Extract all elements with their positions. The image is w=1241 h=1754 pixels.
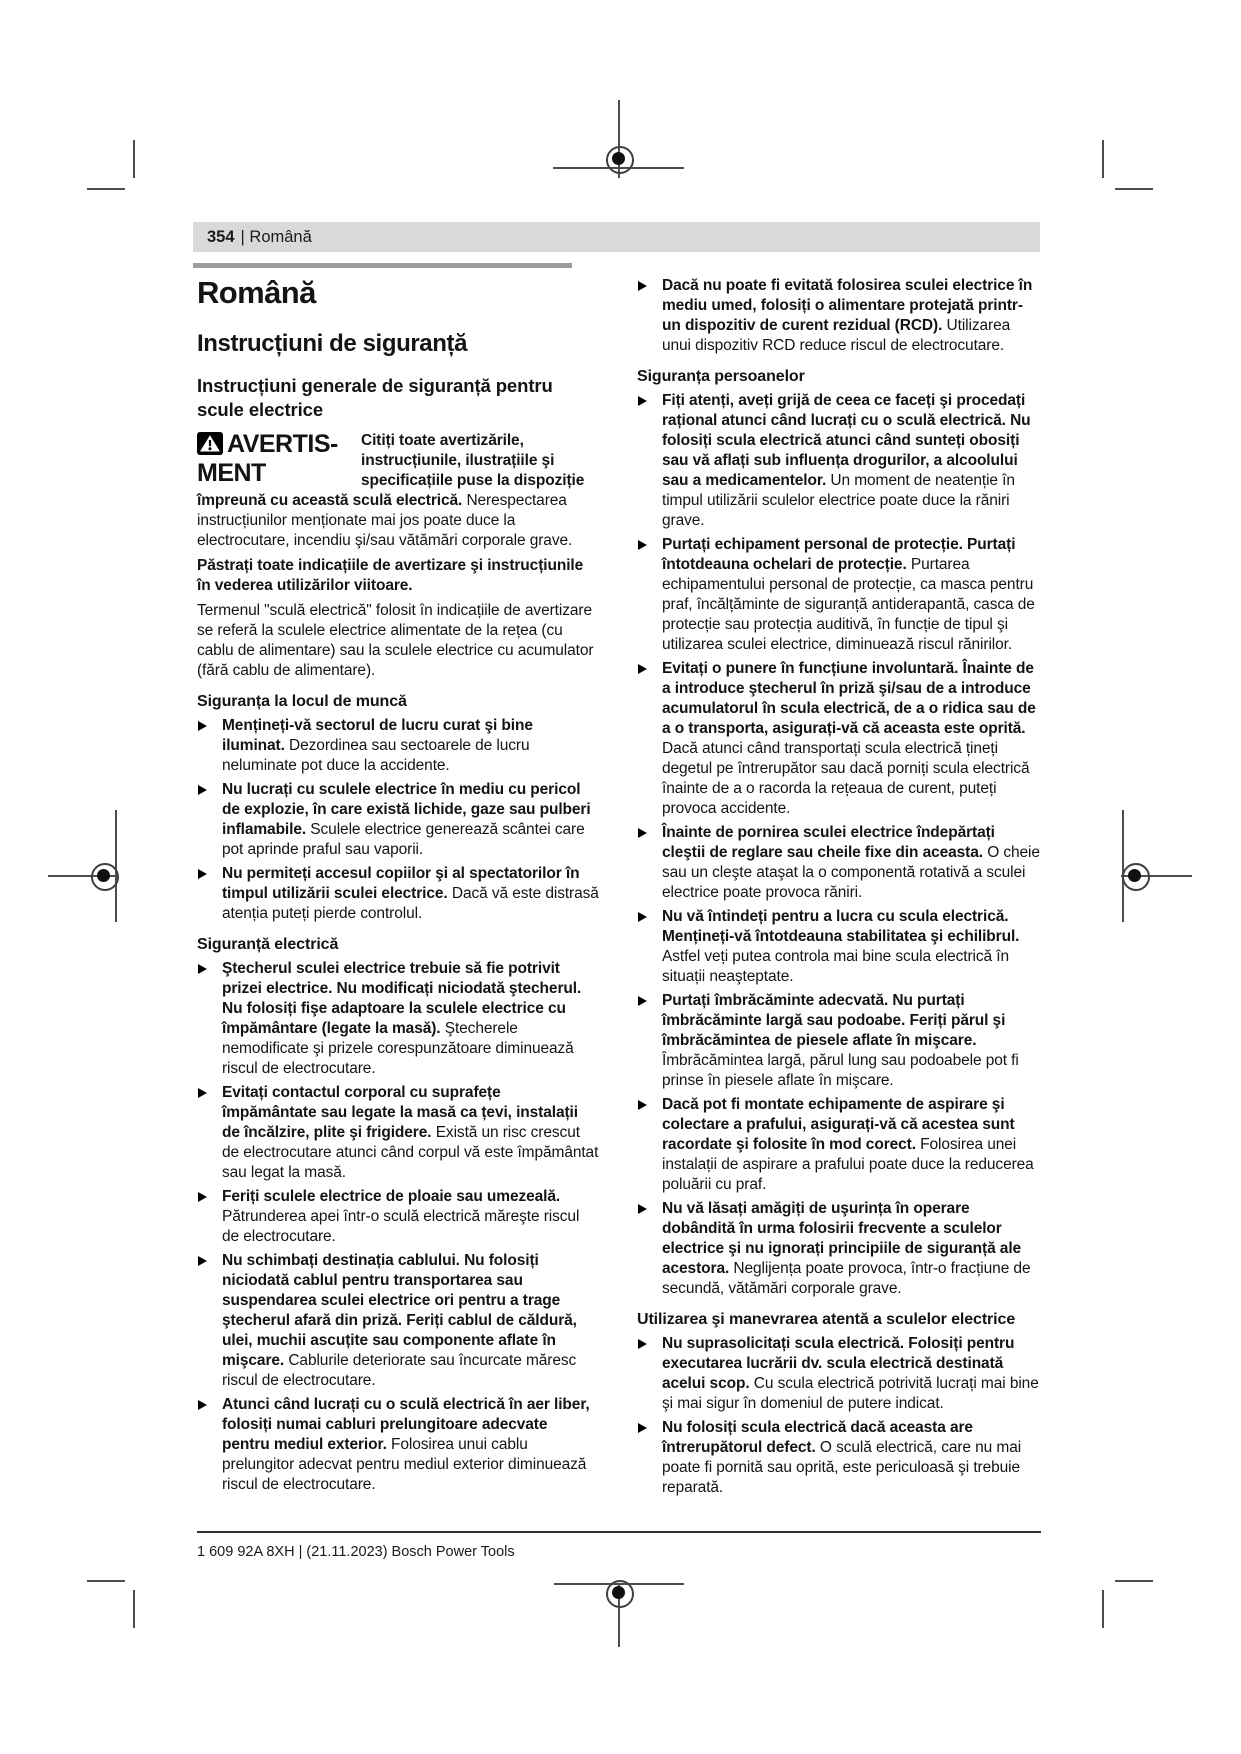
safety-instruction-item (637, 1418, 1041, 1498)
bullet-arrow-icon (198, 964, 207, 974)
page-header-bar (193, 222, 1040, 252)
bullet-arrow-icon (638, 281, 647, 291)
keep-instructions-notice (197, 556, 599, 596)
instruction-normal-text: Utilizarea unui dispozitiv RCD reduce riscul de electrocutare. (662, 317, 1011, 354)
instruction-normal-text: Purtarea echipamentului personal de protecție, ca masca pentru praf, încălțăminte de siguranță antiderapantă, casca de protecție sau protecția auditivă, în funcție de tipul şi utilizarea sculei electrice, diminuează riscul rănirilor. (662, 556, 1035, 653)
bullet-arrow-icon (638, 1100, 647, 1110)
safety-instruction-item (197, 959, 599, 1079)
warning-label (197, 431, 361, 486)
safety-instruction-item (637, 535, 1041, 655)
header-language-label: | Română (240, 228, 312, 246)
warning-bold-text: Citiți toate avertizările, instrucțiunile, ilustrațiile şi specificațiile puse la dispoziție împreună cu această sculă electrică. (197, 432, 585, 509)
instruction-bold-text: Nu suprasolicitați scula electrică. Folosiți pentru executarea lucrării dv. scula electrică destinată acelui scop. (662, 1335, 1015, 1392)
section-heading: Siguranța la locul de muncă (197, 693, 407, 710)
instruction-normal-text: Neglijența poate provoca, într-o fracțiune de secundă, vătămări corporale grave. (662, 1260, 1031, 1297)
safety-instruction-item (197, 1251, 599, 1391)
instruction-normal-text: Dacă atunci când transportați scula electrică țineți degetul pe întrerupător sau dacă porniți scula electrică înainte de a o racorda la rețeaua de curent, puteți provoca accidente. (662, 740, 1030, 817)
warning-word-line2: MENT (197, 459, 266, 487)
bullet-arrow-icon (198, 721, 207, 731)
instruction-bold-text: Înainte de pornirea sculei electrice îndepărtați cleştii de reglare sau cheile fixe din aceasta. (662, 824, 995, 861)
footer-imprint: 1 609 92A 8XH | (21.11.2023) Bosch Power Tools (197, 1544, 515, 1560)
general-safety-subtitle: Instrucțiuni generale de siguranță pentru scule electrice (197, 375, 553, 420)
crop-mark (133, 140, 135, 178)
instruction-bold-text: Feriți sculele electrice de ploaie sau umezeală. (222, 1188, 561, 1205)
bullet-arrow-icon (638, 664, 647, 674)
section-heading: Utilizarea şi manevrarea atentă a sculelor electrice (637, 1311, 1016, 1328)
instruction-normal-text: Sculele electrice generează scântei care pot aprinde praful sau vaporii. (222, 821, 585, 858)
safety-instruction-item (637, 1095, 1041, 1195)
bullet-arrow-icon (198, 1192, 207, 1202)
safety-instruction-item (637, 1334, 1041, 1414)
bullet-arrow-icon (638, 996, 647, 1006)
bullet-arrow-icon (638, 1423, 647, 1433)
crop-mark (1102, 140, 1104, 178)
bullet-arrow-icon (198, 1400, 207, 1410)
safety-instruction-item (197, 780, 599, 860)
section-workplace-safety (197, 692, 599, 924)
instruction-normal-text: Dezordinea sau sectoarele de lucru neluminate pot duce la accidente. (222, 737, 530, 774)
warning-normal-text: Nerespectarea instrucțiunilor menționate mai jos poate duce la electrocutare, incendiu şi/sau vătămări corporale grave. (197, 492, 573, 549)
section-heading: Siguranța persoanelor (637, 368, 805, 385)
bullet-arrow-icon (638, 912, 647, 922)
bullet-arrow-icon (638, 540, 647, 550)
instruction-bold-text: Nu lucrați cu sculele electrice în mediu cu pericol de explozie, în care există lichide, gaze sau pulberi inflamabile. (222, 781, 591, 838)
crop-mark (87, 1580, 125, 1582)
instruction-list (197, 716, 599, 924)
language-title: Română (197, 275, 316, 310)
instruction-bold-text: Nu vă lăsați amăgiți de uşurința în operare dobândită în urma folosirii frecvente a sculelor electrice şi nu ignorați principiile de siguranță ale acestora. (662, 1200, 1022, 1277)
instruction-bold-text: Atunci când lucrați cu o sculă electrică în aer liber, folosiți numai cabluri prelungitoare adecvate pentru mediul exterior. (222, 1396, 590, 1453)
instruction-bold-text: Purtați echipament personal de protecție. Purtați întotdeauna ochelari de protecție. (662, 536, 1016, 573)
instruction-normal-text: Dacă vă este distrasă atenția puteți pierde controlul. (222, 885, 599, 922)
bullet-arrow-icon (638, 1204, 647, 1214)
crop-mark (1115, 1580, 1153, 1582)
instruction-bold-text: Evitați o punere în funcțiune involuntară. Înainte de a introduce ştecherul în priză şi/sau de a introduce acumulatorul în scula electrică, de a o ridica sau de a o transporta, asigurați-vă că aceasta este oprită. (662, 660, 1036, 737)
safety-instruction-item (637, 391, 1041, 531)
instruction-bold-text: Nu schimbați destinația cablului. Nu folosiți niciodată cablul pentru transportarea sau suspendarea sculei electrice ori pentru a trage ştecherul afară din priză. Feriți cablul de căldură, ulei, muchii ascuțite sau componente aflate în mişcare. (222, 1252, 577, 1369)
instruction-normal-text: Folosirea unei instalații de aspirare a prafului poate duce la reducerea poluării cu praf. (662, 1136, 1034, 1193)
term-definition-paragraph: Termenul "sculă electrică" folosit în indicațiile de avertizare se referă la sculele electrice alimentate de la rețea (cu cablu de alimentare) sau la sculele electrice cu acumulator (fără cablu de alimentare). (197, 602, 594, 679)
safety-instruction-item (637, 1199, 1041, 1299)
safety-instruction-item (197, 1083, 599, 1183)
instruction-normal-text: Cu scula electrică potrivită lucrați mai bine şi mai sigur în domeniul de putere indicat. (662, 1375, 1039, 1412)
safety-instruction-item (197, 1187, 599, 1247)
instruction-normal-text: Un moment de neatenție în timpul utilizării sculelor electrice poate duce la răniri grave. (662, 472, 1015, 529)
crop-mark (1102, 1590, 1104, 1628)
warning-triangle-icon (197, 433, 223, 461)
safety-instruction-item (197, 1395, 599, 1495)
section-personal-safety (637, 367, 1041, 1299)
instruction-normal-text: Astfel veți putea controla mai bine scula electrică în situații neaşteptate. (662, 948, 1009, 985)
safety-instruction-item (637, 907, 1041, 987)
crop-mark (133, 1590, 135, 1628)
instruction-list (197, 959, 599, 1495)
bullet-arrow-icon (198, 785, 207, 795)
crop-mark (87, 188, 125, 190)
instruction-bold-text: Nu vă întindeți pentru a lucra cu scula electrică. Mențineți-vă întotdeauna stabilitatea şi echilibrul. (662, 908, 1020, 945)
instruction-bold-text: Evitați contactul corporal cu suprafețe împământate sau legate la masă ca țevi, instalații de încălzire, plite şi frigidere. (222, 1084, 578, 1141)
bullet-arrow-icon (638, 396, 647, 406)
left-column (197, 276, 599, 1499)
bullet-arrow-icon (198, 869, 207, 879)
instruction-normal-text: Cablurile deteriorate sau încurcate măresc riscul de electrocutare. (222, 1352, 577, 1389)
right-column (637, 272, 1041, 1502)
instruction-list (637, 391, 1041, 1299)
bullet-arrow-icon (638, 1339, 647, 1349)
title-divider-rule (193, 263, 572, 268)
instruction-normal-text: Îmbrăcămintea largă, părul lung sau podoabele pot fi prinse în piesele aflate în mişcare. (662, 1052, 1019, 1089)
instruction-bold-text: Dacă nu poate fi evitată folosirea sculei electrice în mediu umed, folosiți o alimentare protejată printr-un dispozitiv de curent rezidual (RCD). (662, 277, 1033, 334)
section-tool-use-care (637, 1310, 1041, 1498)
safety-instruction-item (637, 823, 1041, 903)
instruction-bold-text: Ştecherul sculei electrice trebuie să fie potrivit prizei electrice. Nu modificați niciodată ştecherul. Nu folosiți fişe adaptoare la sculele electrice cu împământare (legate la masă). (222, 960, 582, 1037)
instruction-list (637, 276, 1041, 356)
keep-instructions-bold: Păstrați toate indicațiile de avertizare şi instrucțiunile în vederea utilizărilor viitoare. (197, 557, 584, 594)
safety-instruction-item (197, 864, 599, 924)
instruction-normal-text: O sculă electrică, care nu mai poate fi pornită sau oprită, este periculoasă şi trebuie reparată. (662, 1439, 1022, 1496)
safety-instruction-item (637, 991, 1041, 1091)
warning-block (197, 431, 599, 551)
bullet-arrow-icon (198, 1088, 207, 1098)
instruction-bold-text: Purtați îmbrăcăminte adecvată. Nu purtați îmbrăcăminte largă sau podoabe. Feriți părul şi îmbrăcămintea de piesele aflate în mişcare. (662, 992, 1006, 1049)
page-number: 354 (207, 228, 235, 246)
instruction-normal-text: Există un risc crescut de electrocutare atunci când corpul vă este împământat sau legat la masă. (222, 1124, 599, 1181)
safety-instruction-item (637, 659, 1041, 819)
instruction-bold-text: Nu folosiți scula electrică dacă aceasta are întrerupătorul defect. (662, 1419, 973, 1456)
instruction-normal-text: O cheie sau un cleşte ataşat la o componentă rotativă a sculei electrice poate provoca răniri. (662, 844, 1040, 901)
instruction-normal-text: Ştecherele nemodificate şi prizele corespunzătoare diminuează riscul de electrocutare. (222, 1020, 574, 1077)
instruction-normal-text: Pătrunderea apei într-o sculă electrică măreşte riscul de electrocutare. (222, 1208, 580, 1245)
instruction-bold-text: Nu permiteți accesul copiilor şi al spectatorilor în timpul utilizării sculei electrice. (222, 865, 580, 902)
instruction-list (637, 1334, 1041, 1498)
warning-word-line1: AVERTIS- (227, 430, 338, 458)
section-electrical-safety (197, 935, 599, 1495)
bullet-arrow-icon (638, 828, 647, 838)
section-heading: Siguranță electrică (197, 936, 339, 953)
safety-instructions-title: Instrucțiuni de siguranță (197, 330, 468, 357)
safety-instruction-item (637, 276, 1041, 356)
bullet-arrow-icon (198, 1256, 207, 1266)
instruction-bold-text: Dacă pot fi montate echipamente de aspirare şi colectare a prafului, asigurați-vă că acestea sunt racordate şi folosite în mod corect. (662, 1096, 1015, 1153)
footer-divider-rule (197, 1531, 1041, 1533)
instruction-normal-text: Folosirea unui cablu prelungitor adecvat pentru mediul exterior diminuează riscul de electrocutare. (222, 1436, 587, 1493)
crop-mark (1115, 188, 1153, 190)
instruction-bold-text: Mențineți-vă sectorul de lucru curat şi bine iluminat. (222, 717, 533, 754)
safety-instruction-item (197, 716, 599, 776)
instruction-bold-text: Fiți atenți, aveți grijă de ceea ce faceți şi procedați rațional atunci când lucrați cu o sculă electrică. Nu folosiți scula electrică atunci când sunteți obosiți sau vă aflați sub influența drogurilor, a alcoolului sau a medicamentelor. (662, 392, 1031, 489)
